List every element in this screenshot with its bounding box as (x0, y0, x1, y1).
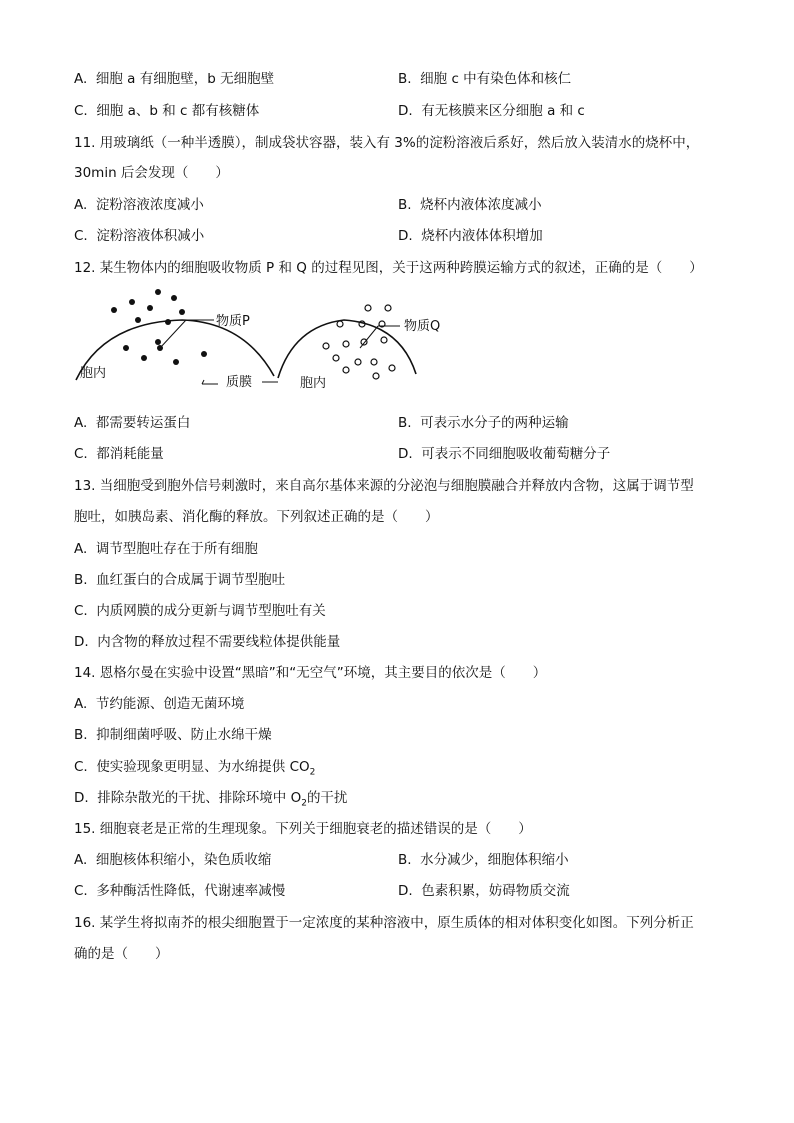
label-substance-p: 物质P (216, 314, 250, 329)
q11-option-c: C. 淀粉溶液体积减小 (74, 228, 205, 244)
substance-q-dots (323, 305, 395, 379)
q15-option-b: B. 水分减少，细胞体积缩小 (398, 852, 569, 868)
q10-option-a: A. 细胞 a 有细胞壁，b 无细胞壁 (74, 71, 275, 87)
q14-stem: 14. 恩格尔曼在实验中设置“黑暗”和“无空气”环境，其主要目的依次是（ ） (74, 665, 547, 681)
q15-option-c: C. 多种酶活性降低，代谢速率减慢 (74, 883, 286, 899)
q11-option-a: A. 淀粉溶液浓度减小 (74, 197, 204, 213)
pointer-line-membrane (202, 380, 204, 384)
q10-option-d: D. 有无核膜来区分细胞 a 和 c (398, 103, 585, 119)
q14-option-a: A. 节约能源、创造无菌环境 (74, 696, 245, 712)
q10-option-b: B. 细胞 c 中有染色体和核仁 (398, 71, 572, 87)
q14-option-c: C. 使实验现象更明显、为水绵提供 $CO_2$ (74, 759, 316, 778)
q11-option-d: D. 烧杯内液体体积增加 (398, 228, 543, 244)
q12-option-d: D. 可表示不同细胞吸收葡萄糖分子 (398, 446, 611, 462)
q15-option-a: A. 细胞核体积缩小，染色质收缩 (74, 852, 272, 868)
q15-option-d: D. 色素积累，妨碍物质交流 (398, 883, 570, 899)
q14-option-b: B. 抑制细菌呼吸、防止水绵干燥 (74, 727, 272, 743)
q11-option-b: B. 烧杯内液体浓度减小 (398, 197, 542, 213)
q11-stem-line1: 11. 用玻璃纸（一种半透膜），制成袋状容器，装入有 3%的淀粉溶液后系好，然后放入装清水的烧杯中， (74, 135, 700, 151)
q11-stem-line2: 30min 后会发现（ ） (74, 165, 229, 181)
pointer-line-p (160, 320, 186, 348)
label-membrane: 质膜 (226, 375, 253, 390)
q13-stem-line1: 13. 当细胞受到胞外信号刺激时，来自高尔基体来源的分泌泡与细胞膜融合并释放内含物，这属于调节型 (74, 478, 694, 494)
q15-stem: 15. 细胞衰老是正常的生理现象。下列关于细胞衰老的描述错误的是（ ） (74, 821, 532, 837)
q13-stem-line2: 胞吐，如胰岛素、消化酶的释放。下列叙述正确的是（ ） (74, 509, 439, 525)
label-substance-q: 物质Q (404, 319, 441, 334)
q12-option-a: A. 都需要转运蛋白 (74, 415, 191, 431)
q16-stem-line1: 16. 某学生将拟南芥的根尖细胞置于一定浓度的某种溶液中，原生质体的相对体积变化如图。下列分析正 (74, 915, 694, 931)
membrane-transport-diagram (74, 286, 441, 398)
q13-option-a: A. 调节型胞吐存在于所有细胞 (74, 541, 258, 557)
substance-p-dots (111, 289, 207, 365)
q13-option-d: D. 内含物的释放过程不需要线粒体提供能量 (74, 634, 341, 650)
q12-option-c: C. 都消耗能量 (74, 446, 164, 462)
q13-option-b: B. 血红蛋白的合成属于调节型胞吐 (74, 572, 286, 588)
q16-stem-line2: 确的是（ ） (74, 946, 169, 962)
q12-option-b: B. 可表示水分子的两种运输 (398, 415, 569, 431)
q12-stem: 12. 某生物体内的细胞吸收物质 P 和 Q 的过程见图，关于这两种跨膜运输方式的叙述，正确的是（ ） (74, 260, 703, 276)
pointer-line-q (360, 326, 378, 348)
q13-option-c: C. 内质网膜的成分更新与调节型胞吐有关 (74, 603, 326, 619)
q10-option-c: C. 细胞 a、b 和 c 都有核糖体 (74, 103, 260, 119)
q14-option-d: D. 排除杂散光的干扰、排除环境中 $O_2$的干扰 (74, 790, 348, 809)
label-inside-right: 胞内 (300, 376, 327, 391)
label-inside-left: 胞内 (80, 366, 107, 381)
